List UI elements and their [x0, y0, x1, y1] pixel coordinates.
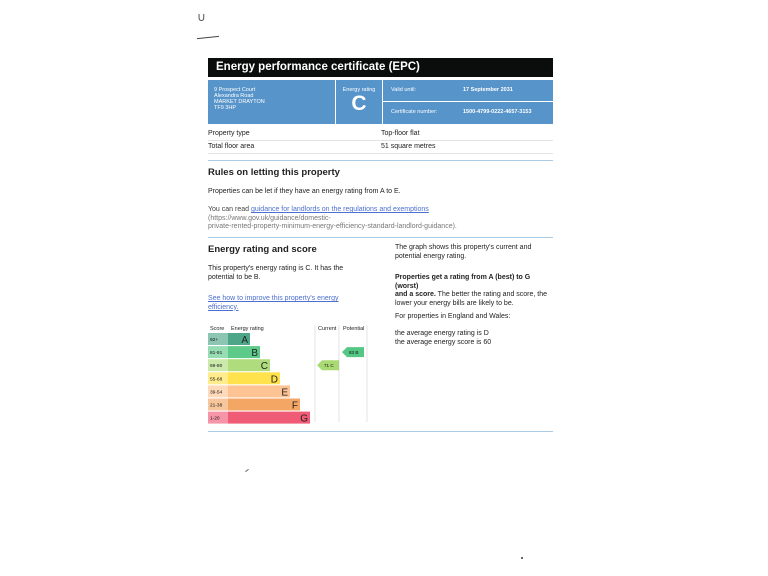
chart-column-header: Potential	[343, 326, 365, 332]
floor-area-value: 51 square metres	[381, 143, 436, 150]
address-line: 9 Prospect Court	[214, 87, 256, 93]
certificate-number-row	[383, 102, 553, 123]
rules-paragraph: Properties can be let if they have an energy rating from A to E.	[208, 188, 401, 195]
energy-rating-value: C	[351, 92, 367, 115]
rating-explanation	[395, 274, 555, 308]
score-band-label: 81-91	[210, 351, 223, 357]
address-line: MARKET DRAYTON	[214, 99, 265, 105]
improve-link-line: See how to improve this property's energy	[208, 295, 339, 302]
guidance-prefix: You can read	[208, 206, 251, 213]
guidance-url: private-rented-property-minimum-energy-efficiency-standard-landlord-guidance).	[208, 223, 457, 230]
property-address	[214, 87, 265, 111]
valid-until-value: 17 September 2031	[463, 87, 513, 93]
energy-rating-letter: D	[270, 374, 278, 386]
energy-rating-letter: G	[300, 413, 308, 424]
rules-guidance	[208, 206, 553, 232]
energy-rating-letter: E	[281, 387, 288, 399]
energy-rating-letter: F	[291, 400, 298, 412]
guidance-link[interactable]: guidance for landlords on the regulations and exemptions	[250, 206, 429, 213]
page-title: Energy performance certificate (EPC)	[208, 58, 553, 77]
rules-heading: Rules on letting this property	[208, 167, 340, 178]
valid-until-label: Valid until:	[391, 87, 416, 93]
energy-rating-cell	[335, 80, 383, 124]
explanation-bold: Properties get a rating from A (best) to G (worst)	[395, 274, 531, 290]
section-divider	[208, 431, 553, 432]
england-wales-text: For properties in England and Wales:	[395, 313, 511, 320]
scan-mark	[521, 557, 523, 559]
chart-column-header: Current	[318, 326, 337, 332]
energy-rating-label: Energy rating	[342, 87, 376, 93]
improve-link-line: efficiency.	[208, 303, 239, 311]
certificate-number-value: 1500-4799-0222-4657-3153	[463, 109, 532, 115]
address-line: Alexandra Road	[214, 93, 254, 99]
average-score-line: the average energy score is 60	[395, 338, 492, 346]
scan-mark	[245, 469, 249, 472]
property-type-value: Top-floor flat	[381, 130, 420, 137]
scan-mark: ∪	[197, 10, 206, 24]
average-rating-line: the average energy rating is D	[395, 330, 489, 337]
energy-rating-letter: B	[251, 348, 258, 360]
energy-rating-bar	[228, 412, 310, 424]
score-band-label: 1-20	[210, 416, 220, 422]
divider	[208, 140, 553, 141]
chart-column-header: Score	[210, 326, 225, 332]
current-rating-label: 71 C	[324, 363, 334, 369]
average-ratings	[395, 330, 491, 347]
scan-mark	[197, 36, 219, 39]
valid-until-row	[383, 80, 553, 102]
section-divider	[208, 160, 553, 161]
score-text-line: potential to be B.	[208, 273, 261, 281]
score-band-label: 39-54	[210, 390, 223, 396]
energy-rating-letter: A	[241, 335, 248, 346]
explanation-line: potential energy rating.	[395, 252, 467, 260]
score-band-label: 21-38	[210, 403, 223, 409]
property-type-label: Property type	[208, 130, 250, 137]
explanation-bold: and a score.	[395, 291, 436, 298]
address-line: TF9 3HP	[214, 105, 237, 111]
summary-box	[208, 80, 553, 124]
score-text	[208, 265, 343, 282]
certificate-number-label: Certificate number:	[391, 109, 438, 115]
explanation-line: lower your energy bills are likely to be.	[395, 299, 514, 307]
potential-rating-label: 83 B	[349, 350, 359, 356]
floor-area-label: Total floor area	[208, 143, 255, 150]
score-band-label: 55-68	[210, 377, 223, 383]
chart-column-header: Energy rating	[231, 326, 264, 332]
explanation-line: The graph shows this property's current and	[395, 244, 532, 251]
graph-explanation	[395, 244, 555, 261]
guidance-url: (https://www.gov.uk/guidance/domestic-	[208, 214, 331, 222]
section-divider	[208, 237, 553, 238]
energy-rating-chart	[207, 322, 369, 424]
energy-rating-letter: C	[260, 361, 268, 373]
score-band-label: 92+	[210, 338, 219, 343]
score-text-line: This property's energy rating is C. It has the	[208, 265, 344, 272]
score-band-label: 69-80	[210, 364, 223, 370]
energy-rating-bar	[228, 399, 300, 411]
improve-efficiency-link[interactable]	[208, 295, 339, 312]
score-heading: Energy rating and score	[208, 244, 317, 255]
explanation-line: The better the rating and score, the	[435, 291, 548, 298]
divider	[208, 153, 553, 154]
